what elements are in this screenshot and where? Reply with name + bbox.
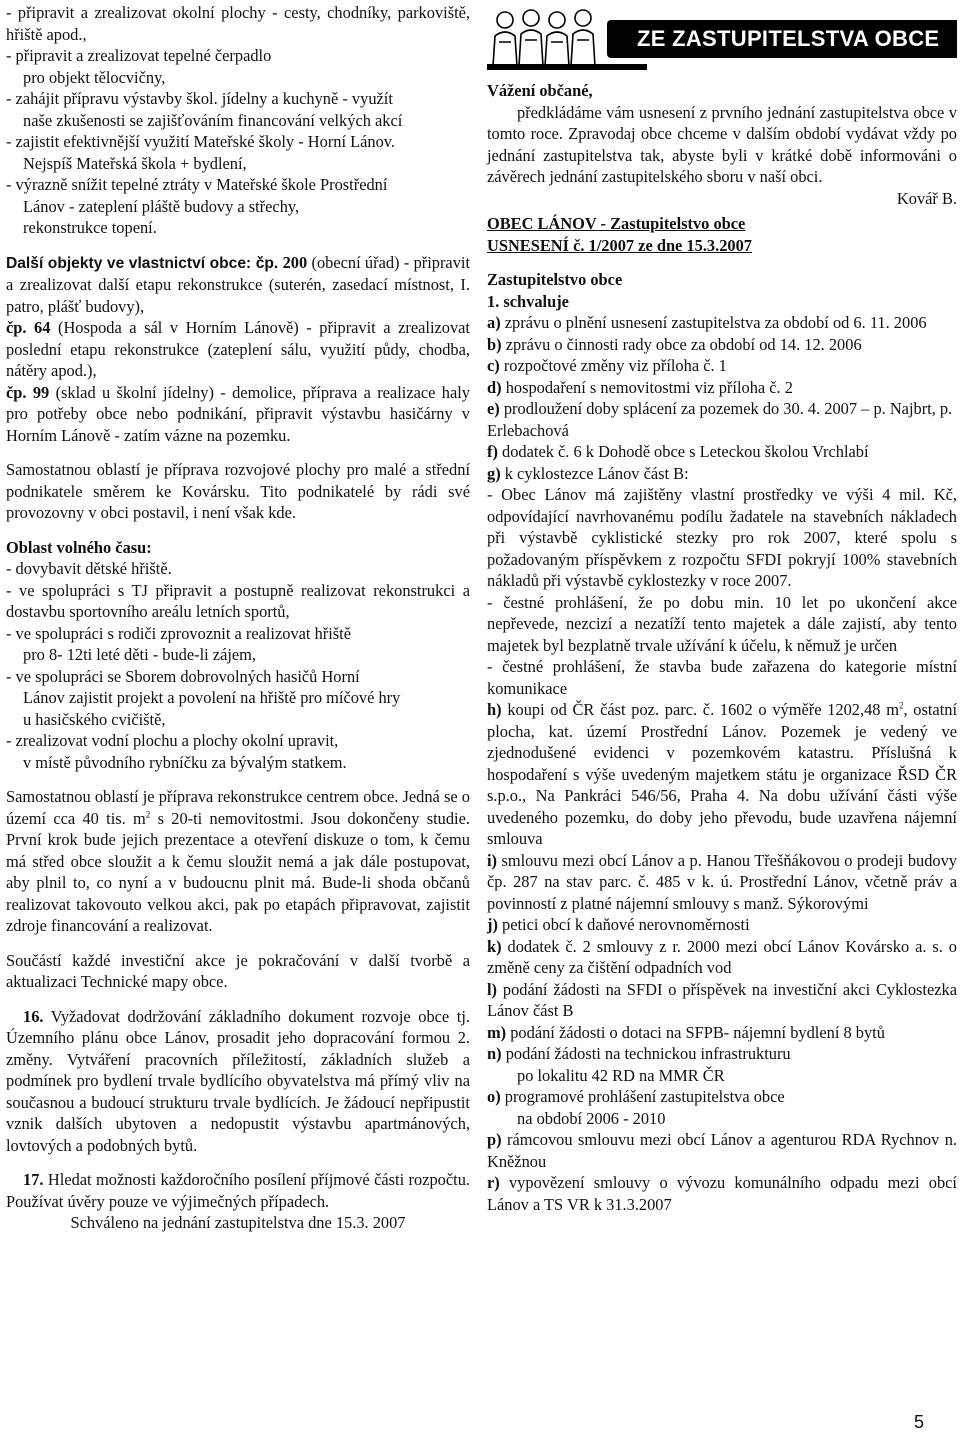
h-sup: 2 [898,700,904,711]
item-label: l) [487,979,498,999]
resolution-item-j [487,914,957,936]
resolution-item-n [487,1043,957,1065]
item-label: j) [487,915,498,934]
cp64-label: čp. 64 [6,318,51,337]
cp99-paragraph [6,382,470,447]
resolution-title: OBEC LÁNOV - Zastupitelstvo obce [487,214,746,233]
item-label: k) [487,936,502,956]
item-label: i) [487,850,498,870]
item-text: podání žádosti o dotaci na SFPB- nájemní bydlení 8 bytů [510,1022,885,1042]
investment-paragraph: Součástí každé investiční akce je pokračování v další tvorbě a aktualizaci Technické mapy obce. [6,950,470,991]
cp200-text: (obecní úřad) - připravit a zrealizovat další etapu rekonstrukce (suterén, zasedací místnost, I. patro, plášť budovy), [6,252,471,316]
leisure-item: - zrealizovat vodní plochu a plochy okolní upravit, [6,731,339,750]
item-label: a) [487,313,501,332]
item-text: petici obcí k daňové nerovnoměrnosti [502,915,750,934]
right-column [487,0,957,1215]
board-label: Zastupitelstvo obce [487,270,623,289]
item-label: b) [487,334,502,354]
leisure-item: v místě původního rybníčku za bývalým statkem. [23,752,347,772]
resolution-item-o [487,1086,957,1108]
item-text: dodatek č. 2 smlouvy z r. 2000 mezi obcí Lánov Kovársko a. s. o změně ceny za čištění odpadních vod [487,936,957,977]
resolution-item [487,463,957,485]
item-text: zprávu o plnění usnesení zastupitelstva za období od 6. 11. 2006 [504,313,927,332]
cp200-number: 200 [282,252,308,272]
intro-paragraph: předkládáme vám usnesení z prvního jednání zastupitelstva obce v tomto roce. Zpravodaj obce chceme v dalším období vydávat vždy po jednání zastupitelstva tak, abyste byli v krátké době informováni o závěrech jednání zastupitelského sboru v naší obci. [487,102,957,186]
item-text: rozpočtové změny viz příloha č. 1 [503,356,727,375]
cyclepath-dash: - čestné prohlášení, že po dobu min. 10 let po ukončení akce nepřevede, nezcizí a nezatíží tento majetek a dále zajistí, aby tento majetek byl bezplatně trvale užívání k účelu, k němuž je určen [487,592,957,655]
cp64-paragraph [6,317,470,382]
center-paragraph [6,786,470,937]
item-label: h) [487,700,502,719]
center-text-a: Samostatnou oblastí je příprava rekonstrukce centrem obce. Jedná se o území cca 40 tis. m [6,787,470,828]
item-text: k cyklostezce Lánov část B: [504,463,689,483]
leisure-item: u hasičského cvičiště, [23,709,166,729]
resolution-item [487,312,957,334]
item17-number: 17. [23,1170,44,1189]
resolution-item [487,398,957,441]
center-text-b: s 20-ti nemovitostmi. Jsou dokončeny studie. První krok bude jejich prezentace a otevření diskuze o tom, k čemu má střed obce sloužit a k čemu sloužit nemá a jak dále postupovat, aby plnil to, co nyní a v budoucnu plnit má. Bude-li shoda občanů realizovat takovouto velkou akci, pak po etapách připravovat, zajistit zdroje financování a realizovat. [6,808,470,935]
item-label: r) [487,1173,500,1192]
bullet-line: - připravit a zrealizovat okolní plochy - cesty, chodníky, parkoviště, hřiště apod., [6,3,470,44]
resolution-item [487,334,957,356]
bullet-line: - výrazně snížit tepelné ztráty v Mateřské škole Prostřední [6,175,388,194]
page-number: 5 [913,1412,924,1432]
leisure-item: Lánov zajistit projekt a povolení na hřiště pro míčové hry [23,688,401,707]
item-text: zprávu o činnosti rady obce za období od 14. 12. 2006 [505,334,862,354]
resolution-item [487,377,957,399]
banner-title: ZE ZASTUPITELSTVA OBCE [637,26,940,51]
bullet-line: Nejspíš Mateřská škola + bydlení, [23,153,247,173]
item-text: programové prohlášení zastupitelstva obce [504,1087,785,1106]
item-text: podání žádosti na technickou infrastrukturu [505,1044,791,1063]
bullet-line: - připravit a zrealizovat tepelné čerpadlo [6,46,272,65]
item-label: n) [487,1044,502,1063]
item-continuation: na období 2006 - 2010 [517,1108,666,1128]
leisure-heading: Oblast volného času: [6,537,152,557]
item-text: , ostatní plocha, kat. území Prostřední Lánov. Pozemek je vedený ve zjednodušené evidenci v pozemkovém katastru. Příslušná k hospodaření s výše uvedeným majetkem státu je organizace ŘSD ČR s.p.o., Na Pankráci 546/56, Praha 4. Na dobu užívání části výše uvedeného pozemku, do doby jeho převodu, bude uzavřena nájemní smlouva [487,700,957,848]
item-text: podání žádosti na SFDI o příspěvek na investiční akci Cyklostezka Lánov část B [487,979,957,1020]
item-label: e) [487,399,500,418]
item-text: dodatek č. 6 k Dohodě obce s Leteckou školou Vrchlabí [502,442,869,461]
item-label: c) [487,356,500,375]
item-label: o) [487,1087,501,1106]
resolution-item-r [487,1172,957,1215]
cp99-text: (sklad u školní jídelny) - demolice, příprava a realizace haly pro potřeby obce nebo podnikání, připravit výstavbu hasičárny v Horním Lánově - zatím vázne na pozemku. [6,382,470,445]
resolution-item-k [487,936,957,979]
bullet-line: naše zkušenosti se zajišťováním financování velkých akcí [23,110,403,130]
bullet-line: Lánov - zateplení pláště budovy a střechy, [23,196,300,216]
cyclepath-dash: - čestné prohlášení, že stavba bude zařazena do kategorie místní komunikace [487,657,957,698]
objects-paragraph [6,252,470,318]
item-text: vypovězení smlouvy o vývozu komunálního odpadu mezi obcí Lánov a TS VR k 31.3.2007 [487,1173,957,1214]
bullet-line: pro objekt tělocvičny, [23,67,166,87]
leisure-item: pro 8- 12ti leté děti - bude-li zájem, [23,645,257,664]
resolution-title: USNESENÍ č. 1/2007 ze dne 15.3.2007 [487,235,752,255]
resolution-item-i [487,850,957,915]
approved-line: Schváleno na jednání zastupitelstva dne 15.3. 2007 [70,1213,406,1232]
item-text: smlouvu mezi obcí Lánov a p. Hanou Třešňákovou o prodeji budovy čp. 287 na stav parc. č. 485 v k. ú. Prostřední Lánov, včetně práv a povinností z platné nájemní smlouvy s manž. Sýkorovými [487,850,957,913]
cp64-text: (Hospoda a sál v Horním Lánově) - připravit a zrealizovat poslední etapu rekonstrukce (zateplení sálu, využití půdy, chodba, nátěry apod.), [6,318,470,380]
cyclepath-dash: - Obec Lánov má zajištěny vlastní prostředky ve výši 4 mil. Kč, odpovídající navrhovanému podílu žadatele na stavebních nákladech při výstavbě cyklistické stezky pro rok 2007, které spolu s požadovaným příspěvkem z rozpočtu SFDI pokryjí 100% stavebních nákladů při výstavbě cyklostezky v roce 2007. [487,485,957,590]
bullet-line: - zajistit efektivnější využití Mateřské školy - Horní Lánov. [6,132,396,151]
leisure-item: - ve spolupráci se Sborem dobrovolných hasičů Horní [6,666,360,686]
item-label: d) [487,377,502,397]
center-sup: 2 [145,809,151,820]
signature: Kovář B. [896,188,957,208]
resolution-item [487,355,957,377]
item-text: prodloužení doby splácení za pozemek do 30. 4. 2007 – p. Najbrt, p. Erlebachová [487,399,953,440]
bullet-line: rekonstrukce topení. [23,218,157,237]
cp99-label: čp. 99 [6,382,50,402]
section-approves: 1. schvaluje [487,291,569,311]
section-banner [487,6,957,80]
item-label: f) [487,442,498,461]
resolution-item-l [487,979,957,1022]
item-text: hospodaření s nemovitostmi viz příloha č. 2 [505,377,793,397]
resolution-item-p [487,1129,957,1172]
item17-paragraph [6,1169,470,1212]
greeting: Vážení občané, [487,81,593,100]
leisure-item: - dovybavit dětské hřiště. [6,559,172,578]
resolution-item-h [487,699,957,850]
item-continuation: po lokalitu 42 RD na MMR ČR [517,1065,725,1085]
item-label: m) [487,1022,507,1042]
item-text: koupi od ČR část poz. parc. č. 1602 o výměře 1202,48 m [507,700,899,719]
item17-text: Hledat možnosti každoročního posílení příjmové části rozpočtu. Používat úvěry pouze ve výjimečných případech. [6,1170,470,1211]
objects-heading: Další objekty ve vlastnictví obce: čp. [6,254,279,272]
left-column [6,0,470,1234]
item-text: rámcovou smlouvu mezi obcí Lánov a agenturou RDA Rychnov n. Kněžnou [487,1130,957,1171]
leisure-item: - ve spolupráci s TJ připravit a postupně realizovat rekonstrukci a dostavbu sportovního areálu letních sportů, [6,580,470,621]
resolution-item-m [487,1022,957,1044]
item-label: p) [487,1130,502,1149]
bullet-line: - zahájit přípravu výstavby škol. jídelny a kuchyně - využít [6,89,393,108]
item16-number: 16. [23,1006,44,1026]
kovarsko-paragraph: Samostatnou oblastí je příprava rozvojové plochy pro malé a střední podnikatele směrem ke Kovársku. Tito podnikatelé by rádi své provozovny v obci postavil, i není však kde. [6,460,470,522]
item16-text: Vyžadovat dodržování základního dokument rozvoje obce tj. Územního plánu obce Lánov, prosadit jeho dopracování formou 2. změny. Vytváření pracovních příležitostí, základních služeb a podmínek pro bydlení trvale bydlícího obyvatelstva má přímý vliv na současnou a budoucí strukturu trvale bydlících. Je žádoucí nepřipustit vznik dalších ubytoven a nedopustit výstavbu apartmánových, lovtových a podobných bytů. [6,1006,470,1155]
item16-paragraph [6,1006,470,1157]
item-label: g) [487,463,501,483]
leisure-item: - ve spolupráci s rodiči zprovoznit a realizovat hřiště [6,623,351,643]
resolution-item [487,441,957,463]
